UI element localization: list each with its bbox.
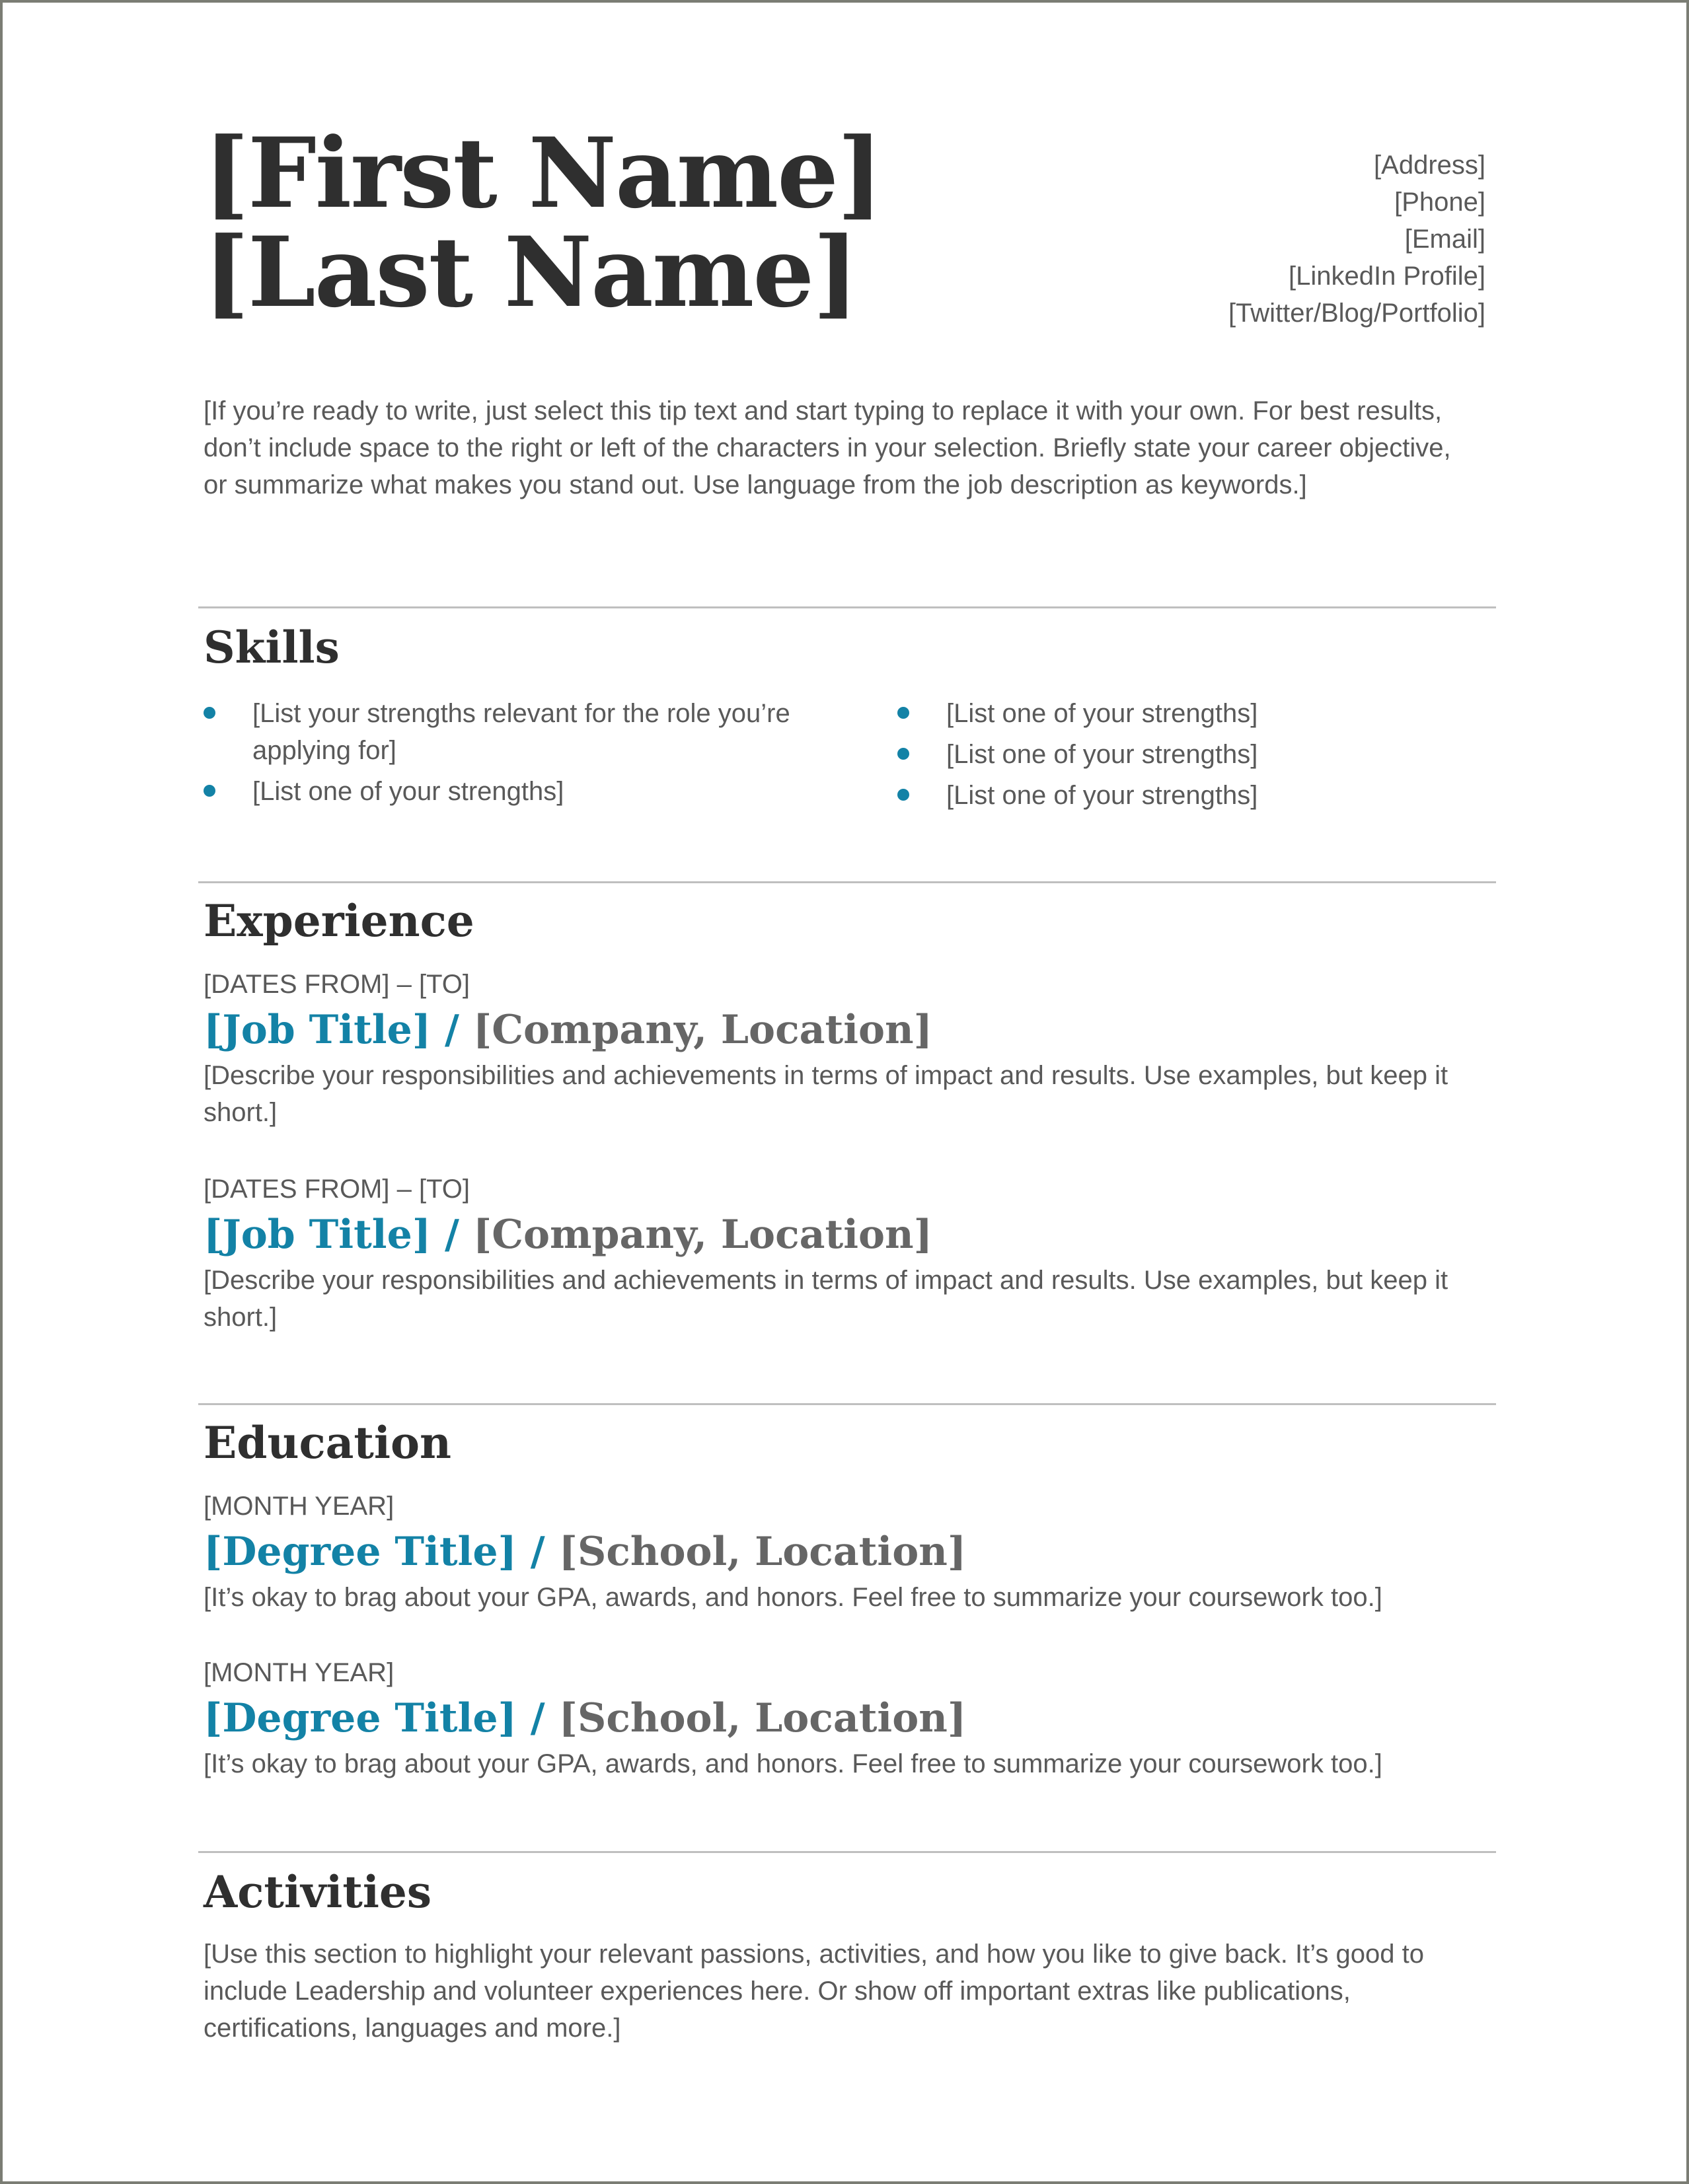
skill-item[interactable] [204,773,858,810]
section-divider [198,606,1496,608]
school-location[interactable]: [School, Location] [558,1529,967,1575]
contact-linkedin[interactable]: [LinkedIn Profile] [1289,262,1485,291]
activities-description[interactable]: [Use this section to highlight your relevant passions, activities, and how you like to give back. It’s good to include Leadership and volunteer experiences here. Or show off important extras like publications, certifications, languages and more.] [204,1940,1424,2043]
job-title[interactable]: [Job Title] [204,1007,432,1053]
bullet-icon [897,707,909,719]
skill-text: [List your strengths relevant for the role you’re applying for] [252,699,790,765]
skill-item[interactable] [204,695,858,769]
job-dates[interactable]: [DATES FROM] – [TO] [204,1175,470,1204]
experience-entry [204,966,1492,1131]
contact-portfolio[interactable]: [Twitter/Blog/Portfolio] [1228,299,1485,328]
education-entry [204,1488,1492,1616]
contact-block [1228,147,1485,332]
skills-heading: Skills [204,622,340,673]
job-description[interactable]: [Describe your responsibilities and achievements in terms of impact and results. Use examples, but keep it short.] [204,1061,1448,1127]
company-location[interactable]: [Company, Location] [472,1212,933,1258]
heading-separator: / [431,1007,473,1053]
heading-separator: / [431,1212,473,1258]
skill-item[interactable] [897,695,1492,732]
section-divider [198,1851,1496,1853]
last-name[interactable]: [Last Name] [204,216,858,329]
degree-title[interactable]: [Degree Title] [204,1695,517,1741]
education-description[interactable]: [It’s okay to brag about your GPA, awards, and honors. Feel free to summarize your coursework too.] [204,1583,1382,1612]
skills-list-left [204,695,858,810]
job-title[interactable]: [Job Title] [204,1212,432,1258]
skill-text: [List one of your strengths] [252,777,564,806]
experience-heading: Experience [204,895,474,947]
bullet-icon [897,748,909,760]
skill-item[interactable] [897,736,1492,773]
bullet-icon [204,707,215,719]
school-location[interactable]: [School, Location] [558,1695,967,1741]
skills-list-right [897,695,1492,814]
degree-heading [204,1525,1492,1579]
first-name[interactable]: [First Name] [204,117,882,230]
job-description[interactable]: [Describe your responsibilities and achievements in terms of impact and results. Use examples, but keep it short.] [204,1266,1448,1332]
skill-text: [List one of your strengths] [946,781,1258,810]
education-description[interactable]: [It’s okay to brag about your GPA, awards, and honors. Feel free to summarize your coursework too.] [204,1749,1382,1778]
contact-phone[interactable]: [Phone] [1394,188,1485,217]
heading-separator: / [516,1529,559,1575]
bullet-icon [204,785,215,797]
education-date[interactable]: [MONTH YEAR] [204,1492,394,1521]
education-entry [204,1654,1492,1782]
job-heading [204,1003,1492,1057]
activities-heading: Activities [204,1866,432,1918]
heading-separator: / [516,1695,559,1741]
job-dates[interactable]: [DATES FROM] – [TO] [204,970,470,999]
skill-text: [List one of your strengths] [946,740,1258,769]
objective-text[interactable]: [If you’re ready to write, just select this tip text and start typing to replace it with your own. For best results, don’t include space to the right or left of the characters in your selection. Briefly state your career objective, or summarize what makes you stand out. Use language from the job description as keywords.] [204,396,1451,499]
education-heading: Education [204,1417,451,1469]
experience-entry [204,1171,1492,1336]
bullet-icon [897,789,909,801]
job-heading [204,1208,1492,1262]
education-date[interactable]: [MONTH YEAR] [204,1658,394,1687]
section-divider [198,1403,1496,1405]
name-block [204,117,882,329]
contact-address[interactable]: [Address] [1374,151,1485,180]
degree-heading [204,1691,1492,1745]
degree-title[interactable]: [Degree Title] [204,1529,517,1575]
contact-email[interactable]: [Email] [1404,225,1485,254]
section-divider [198,881,1496,883]
skill-item[interactable] [897,777,1492,814]
skill-text: [List one of your strengths] [946,699,1258,728]
company-location[interactable]: [Company, Location] [472,1007,933,1053]
